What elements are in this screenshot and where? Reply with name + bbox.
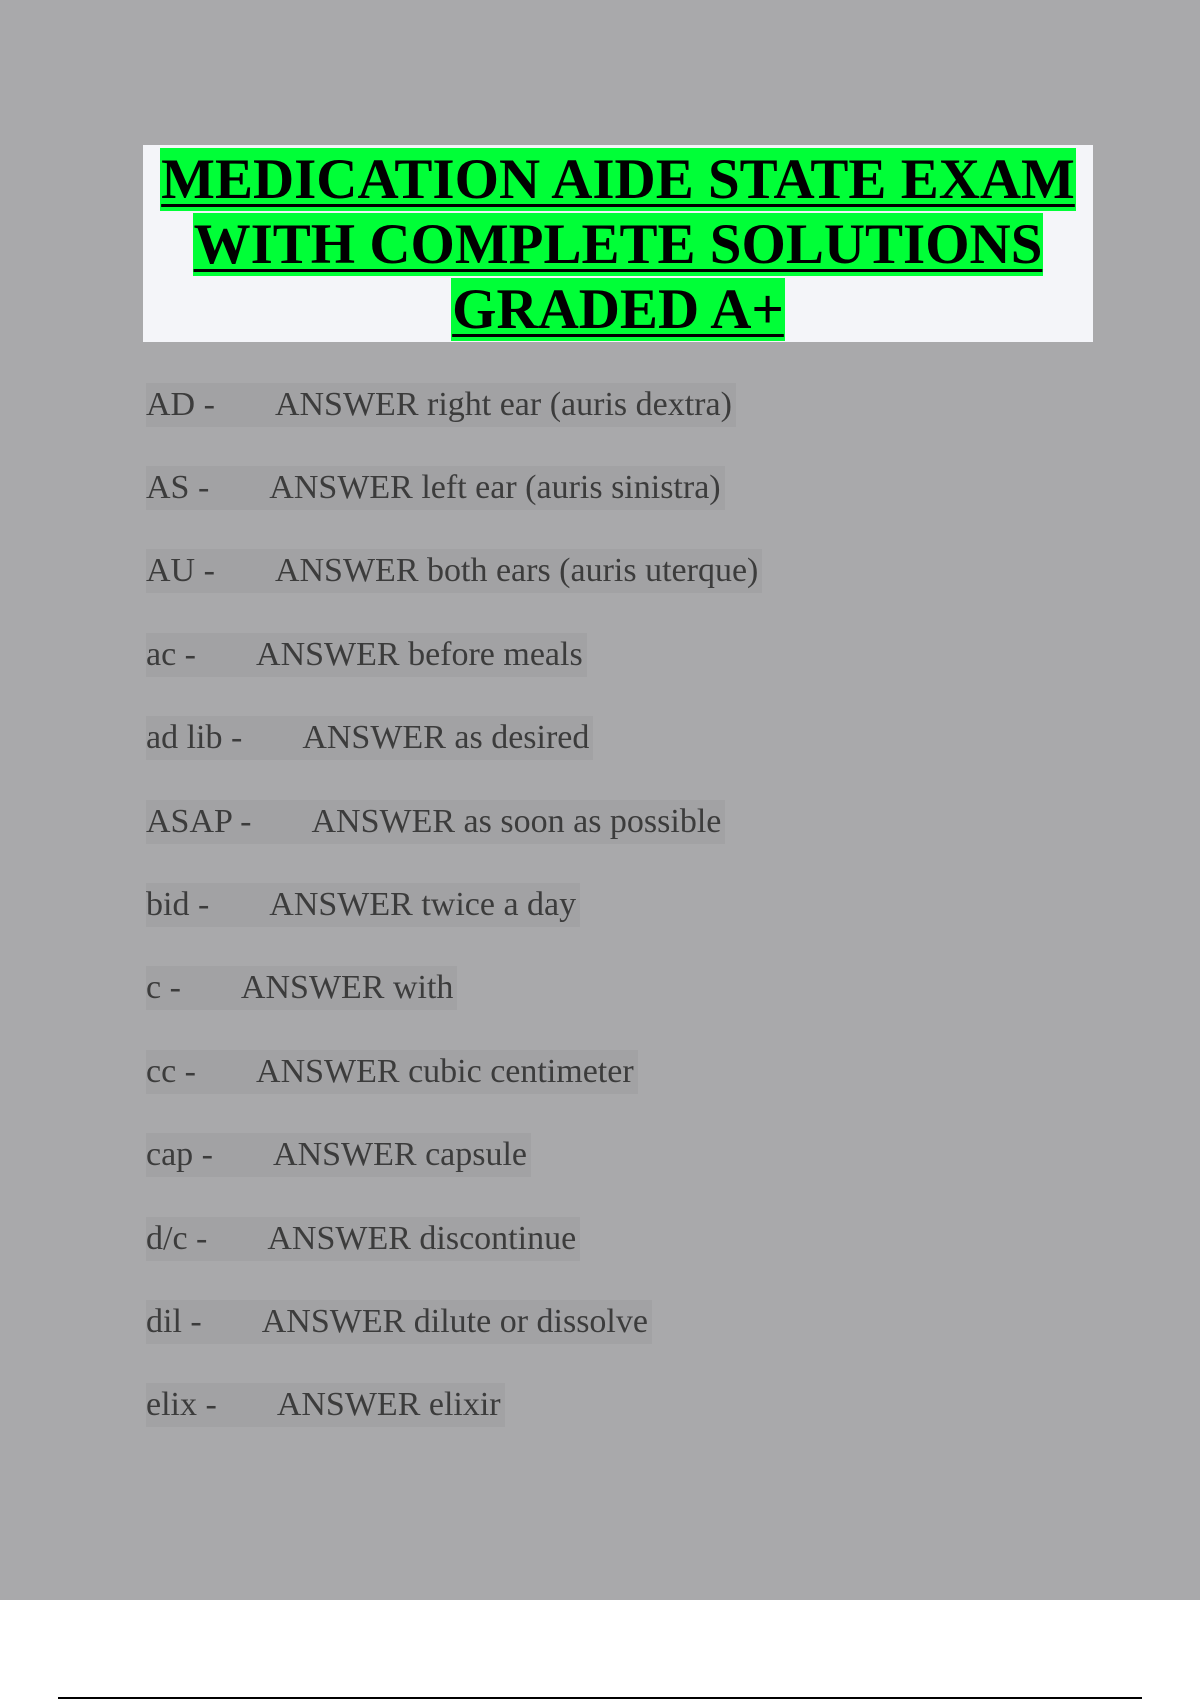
document-title-line: WITH COMPLETE SOLUTIONS <box>193 213 1043 276</box>
qa-answer: ANSWER as desired <box>302 719 590 756</box>
qa-term: cc - <box>146 1053 197 1090</box>
qa-answer: ANSWER elixir <box>276 1386 501 1423</box>
qa-answer: ANSWER with <box>240 969 454 1006</box>
footer-divider <box>58 1697 1142 1699</box>
qa-entry <box>146 800 725 844</box>
qa-term: ASAP - <box>146 803 252 840</box>
qa-entry <box>146 466 725 510</box>
qa-entry <box>146 1133 531 1177</box>
qa-answer: ANSWER before meals <box>256 636 583 673</box>
qa-entry <box>146 1217 580 1261</box>
qa-term: AU - <box>146 552 215 589</box>
qa-entry <box>146 1383 505 1427</box>
qa-term: AS - <box>146 469 210 506</box>
qa-answer: ANSWER dilute or dissolve <box>261 1303 648 1340</box>
qa-answer: ANSWER both ears (auris uterque) <box>274 552 759 589</box>
qa-entry <box>146 716 593 760</box>
qa-entry <box>146 1300 652 1344</box>
qa-term: c - <box>146 969 181 1006</box>
document-title-line: MEDICATION AIDE STATE EXAM <box>161 148 1075 211</box>
qa-term: ac - <box>146 636 197 673</box>
qa-entry <box>146 633 587 677</box>
qa-entry <box>146 383 736 427</box>
qa-entry <box>146 1050 638 1094</box>
document-title-line: GRADED A+ <box>452 278 784 341</box>
qa-term: bid - <box>146 886 210 923</box>
qa-term: AD - <box>146 386 215 423</box>
qa-answer: ANSWER cubic centimeter <box>256 1053 634 1090</box>
qa-term: ad lib - <box>146 719 243 756</box>
qa-term: cap - <box>146 1136 214 1173</box>
qa-term: elix - <box>146 1386 217 1423</box>
document-title-box <box>143 145 1093 342</box>
qa-term: d/c - <box>146 1220 208 1257</box>
qa-entry <box>146 966 457 1010</box>
qa-answer: ANSWER discontinue <box>267 1220 577 1257</box>
qa-answer: ANSWER twice a day <box>269 886 577 923</box>
qa-entry <box>146 549 762 593</box>
qa-answer: ANSWER left ear (auris sinistra) <box>269 469 721 506</box>
qa-entry <box>146 883 580 927</box>
qa-term: dil - <box>146 1303 202 1340</box>
qa-answer: ANSWER as soon as possible <box>311 803 722 840</box>
qa-answer: ANSWER right ear (auris dextra) <box>274 386 732 423</box>
qa-answer: ANSWER capsule <box>273 1136 528 1173</box>
